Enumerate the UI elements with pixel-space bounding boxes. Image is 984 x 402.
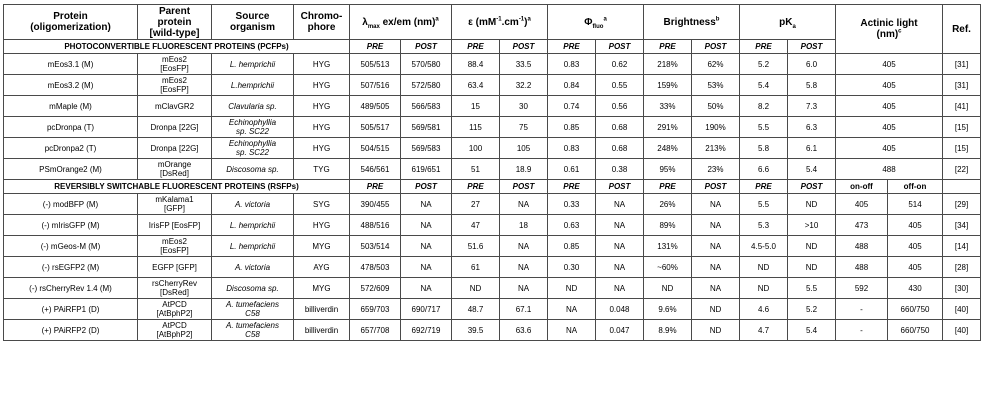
source-organism: Clavularia sp. (212, 96, 294, 117)
value-q-pre: 0.85 (548, 117, 596, 138)
value-l-post: 569/581 (401, 117, 452, 138)
value-l-pre: 572/609 (350, 278, 401, 299)
header-pka: $pK_a$ (740, 5, 836, 40)
value-e-pre: 51 (452, 159, 500, 180)
value-l-pre: 507/516 (350, 75, 401, 96)
value-b-pre: 89% (644, 215, 692, 236)
reference: [34] (943, 215, 981, 236)
protein-name: mMaple (M) (4, 96, 138, 117)
value-e-post: 75 (500, 117, 548, 138)
value-l-post: NA (401, 236, 452, 257)
actinic-light: 405 (836, 138, 943, 159)
value-b-pre: 131% (644, 236, 692, 257)
source-organism: Echinophyllia sp. SC22 (212, 138, 294, 159)
value-l-post: 569/583 (401, 138, 452, 159)
protein-name: (+) PAiRFP1 (D) (4, 299, 138, 320)
section2-header-row (4, 180, 981, 194)
value-k-post: ND (788, 257, 836, 278)
value-l-pre: 505/513 (350, 54, 401, 75)
value-b-post: NA (692, 215, 740, 236)
pre-label: PRE (644, 180, 692, 194)
value-e-pre: 100 (452, 138, 500, 159)
table-row (4, 138, 981, 159)
header-chromophore: Chromo- phore (294, 5, 350, 40)
value-e-post: 63.6 (500, 320, 548, 341)
post-label: POST (692, 40, 740, 54)
source-organism: L.hemprichii (212, 75, 294, 96)
fluorescent-protein-table (3, 4, 981, 341)
table-row (4, 278, 981, 299)
parent-protein: Dronpa [22G] (138, 117, 212, 138)
value-q-post: 0.68 (596, 138, 644, 159)
pre-label: PRE (548, 40, 596, 54)
table-row (4, 194, 981, 215)
post-label: POST (500, 40, 548, 54)
value-e-pre: 27 (452, 194, 500, 215)
protein-name: (-) mGeos-M (M) (4, 236, 138, 257)
parent-protein: mOrange [DsRed] (138, 159, 212, 180)
value-k-post: 5.5 (788, 278, 836, 299)
value-l-post: 619/651 (401, 159, 452, 180)
table-row (4, 117, 981, 138)
protein-name: PSmOrange2 (M) (4, 159, 138, 180)
value-e-pre: 115 (452, 117, 500, 138)
actinic-on-off: - (836, 320, 888, 341)
parent-protein: EGFP [GFP] (138, 257, 212, 278)
pre-label: PRE (548, 180, 596, 194)
value-b-pre: 33% (644, 96, 692, 117)
value-e-post: 67.1 (500, 299, 548, 320)
value-l-post: 570/580 (401, 54, 452, 75)
value-q-post: 0.55 (596, 75, 644, 96)
pcfp-body (4, 54, 981, 180)
value-l-post: NA (401, 194, 452, 215)
parent-protein: Dronpa [22G] (138, 138, 212, 159)
value-k-pre: ND (740, 257, 788, 278)
value-q-post: 0.62 (596, 54, 644, 75)
actinic-off-on: 430 (888, 278, 943, 299)
table-row (4, 75, 981, 96)
value-e-post: 32.2 (500, 75, 548, 96)
value-k-pre: 5.4 (740, 75, 788, 96)
value-b-post: 50% (692, 96, 740, 117)
chromophore: HYG (294, 54, 350, 75)
value-k-pre: 5.3 (740, 215, 788, 236)
value-q-post: 0.048 (596, 299, 644, 320)
table-row (4, 159, 981, 180)
value-l-pre: 657/708 (350, 320, 401, 341)
protein-name: (-) rsEGFP2 (M) (4, 257, 138, 278)
chromophore: AYG (294, 257, 350, 278)
actinic-off-on: 514 (888, 194, 943, 215)
value-b-pre: 26% (644, 194, 692, 215)
table-row (4, 96, 981, 117)
value-q-pre: 0.84 (548, 75, 596, 96)
source-organism: A. tumefaciens C58 (212, 320, 294, 341)
reference: [41] (943, 96, 981, 117)
chromophore: billiverdin (294, 320, 350, 341)
value-b-pre: 159% (644, 75, 692, 96)
value-b-pre: 9.6% (644, 299, 692, 320)
value-b-post: 23% (692, 159, 740, 180)
header-quantum-yield: $\Phi_{fluo}^a$ (548, 5, 644, 40)
header-lambda: $\lambda_{max}$ ex/em (nm)$^a$ (350, 5, 452, 40)
value-e-pre: 15 (452, 96, 500, 117)
value-k-post: 5.4 (788, 320, 836, 341)
parent-protein: rsCherryRev [DsRed] (138, 278, 212, 299)
reference: [28] (943, 257, 981, 278)
protein-name: mEos3.1 (M) (4, 54, 138, 75)
value-b-pre: ND (644, 278, 692, 299)
value-l-post: 690/717 (401, 299, 452, 320)
chromophore: MYG (294, 278, 350, 299)
header-parent: Parent protein [wild-type] (138, 5, 212, 40)
value-e-pre: 51.6 (452, 236, 500, 257)
parent-protein: mEos2 [EosFP] (138, 54, 212, 75)
value-k-pre: 8.2 (740, 96, 788, 117)
protein-name: (-) modBFP (M) (4, 194, 138, 215)
value-l-post: NA (401, 215, 452, 236)
value-k-post: 6.1 (788, 138, 836, 159)
reference: [14] (943, 236, 981, 257)
source-organism: L. hemprichii (212, 54, 294, 75)
rsfp-body (4, 194, 981, 341)
value-k-post: ND (788, 236, 836, 257)
header-row (4, 5, 981, 40)
value-q-post: 0.68 (596, 117, 644, 138)
value-q-pre: 0.85 (548, 236, 596, 257)
actinic-light: 405 (836, 117, 943, 138)
table-row (4, 236, 981, 257)
value-b-post: 62% (692, 54, 740, 75)
reference: [15] (943, 138, 981, 159)
value-b-post: 53% (692, 75, 740, 96)
value-b-pre: ~60% (644, 257, 692, 278)
value-e-post: NA (500, 278, 548, 299)
reference: [15] (943, 117, 981, 138)
actinic-on-off: - (836, 299, 888, 320)
value-q-post: 0.56 (596, 96, 644, 117)
value-q-pre: 0.30 (548, 257, 596, 278)
chromophore: HYG (294, 215, 350, 236)
section-title-pcfp: PHOTOCONVERTIBLE FLUORESCENT PROTEINS (PCFPs) (4, 40, 350, 54)
source-organism: A. tumefaciens C58 (212, 299, 294, 320)
value-l-post: NA (401, 257, 452, 278)
value-b-post: 190% (692, 117, 740, 138)
value-k-post: 6.0 (788, 54, 836, 75)
value-e-post: 18 (500, 215, 548, 236)
source-organism: Discosoma sp. (212, 159, 294, 180)
value-l-pre: 478/503 (350, 257, 401, 278)
table-row (4, 299, 981, 320)
value-l-post: 566/583 (401, 96, 452, 117)
value-l-post: 572/580 (401, 75, 452, 96)
value-k-post: ND (788, 194, 836, 215)
value-b-post: ND (692, 320, 740, 341)
value-q-pre: NA (548, 299, 596, 320)
value-q-post: NA (596, 257, 644, 278)
actinic-on-off: 488 (836, 257, 888, 278)
reference: [40] (943, 320, 981, 341)
value-b-post: 213% (692, 138, 740, 159)
chromophore: SYG (294, 194, 350, 215)
chromophore: TYG (294, 159, 350, 180)
pre-label: PRE (740, 180, 788, 194)
empty-ref-cell (943, 180, 981, 194)
value-b-pre: 95% (644, 159, 692, 180)
value-b-post: NA (692, 278, 740, 299)
value-e-post: NA (500, 257, 548, 278)
off-on-label: off-on (888, 180, 943, 194)
protein-name: pcDronpa2 (T) (4, 138, 138, 159)
reference: [22] (943, 159, 981, 180)
value-b-post: NA (692, 236, 740, 257)
value-l-pre: 489/505 (350, 96, 401, 117)
value-e-pre: 88.4 (452, 54, 500, 75)
reference: [31] (943, 54, 981, 75)
pre-label: PRE (350, 180, 401, 194)
value-k-post: 6.3 (788, 117, 836, 138)
table-row (4, 54, 981, 75)
rsfp-section-header (4, 180, 981, 194)
actinic-on-off: 592 (836, 278, 888, 299)
protein-name: mEos3.2 (M) (4, 75, 138, 96)
parent-protein: AtPCD [AtBphP2] (138, 299, 212, 320)
section-title-rsfp: REVERSIBLY SWITCHABLE FLUORESCENT PROTEINS (RSFPs) (4, 180, 350, 194)
value-e-pre: 48.7 (452, 299, 500, 320)
on-off-label: on-off (836, 180, 888, 194)
protein-name: pcDronpa (T) (4, 117, 138, 138)
value-q-post: NA (596, 236, 644, 257)
table-row (4, 257, 981, 278)
value-e-post: 105 (500, 138, 548, 159)
source-organism: Discosoma sp. (212, 278, 294, 299)
reference: [31] (943, 75, 981, 96)
value-l-pre: 503/514 (350, 236, 401, 257)
parent-protein: mEos2 [EosFP] (138, 75, 212, 96)
value-b-post: NA (692, 257, 740, 278)
value-k-post: 5.2 (788, 299, 836, 320)
value-k-post: 7.3 (788, 96, 836, 117)
value-q-pre: 0.61 (548, 159, 596, 180)
value-k-pre: ND (740, 278, 788, 299)
source-organism: Echinophyllia sp. SC22 (212, 117, 294, 138)
value-q-pre: 0.83 (548, 54, 596, 75)
pre-label: PRE (644, 40, 692, 54)
post-label: POST (401, 40, 452, 54)
post-label: POST (788, 40, 836, 54)
chromophore: HYG (294, 75, 350, 96)
value-e-post: 18.9 (500, 159, 548, 180)
value-k-post: 5.8 (788, 75, 836, 96)
header-ref: Ref. (943, 5, 981, 54)
value-l-pre: 488/516 (350, 215, 401, 236)
value-e-pre: 61 (452, 257, 500, 278)
value-q-post: 0.38 (596, 159, 644, 180)
value-k-pre: 5.5 (740, 117, 788, 138)
table-row (4, 320, 981, 341)
value-k-post: >10 (788, 215, 836, 236)
pre-label: PRE (452, 40, 500, 54)
value-l-pre: 504/515 (350, 138, 401, 159)
actinic-on-off: 473 (836, 215, 888, 236)
value-q-pre: 0.74 (548, 96, 596, 117)
value-e-pre: ND (452, 278, 500, 299)
value-b-pre: 8.9% (644, 320, 692, 341)
value-e-post: NA (500, 194, 548, 215)
value-e-post: NA (500, 236, 548, 257)
actinic-off-on: 405 (888, 215, 943, 236)
value-k-pre: 6.6 (740, 159, 788, 180)
protein-name: (-) rsCherryRev 1.4 (M) (4, 278, 138, 299)
reference: [40] (943, 299, 981, 320)
value-k-pre: 4.6 (740, 299, 788, 320)
value-q-pre: ND (548, 278, 596, 299)
post-label: POST (596, 180, 644, 194)
value-k-pre: 5.2 (740, 54, 788, 75)
reference: [30] (943, 278, 981, 299)
chromophore: HYG (294, 96, 350, 117)
value-b-post: ND (692, 299, 740, 320)
value-e-pre: 47 (452, 215, 500, 236)
source-organism: L. hemprichii (212, 215, 294, 236)
parent-protein: mClavGR2 (138, 96, 212, 117)
post-label: POST (500, 180, 548, 194)
value-e-post: 33.5 (500, 54, 548, 75)
value-e-post: 30 (500, 96, 548, 117)
value-k-pre: 4.7 (740, 320, 788, 341)
header-protein: Protein (oligomerization) (4, 5, 138, 40)
value-b-post: NA (692, 194, 740, 215)
value-k-pre: 4.5-5.0 (740, 236, 788, 257)
source-organism: A. victoria (212, 194, 294, 215)
actinic-light: 405 (836, 54, 943, 75)
value-l-pre: 546/561 (350, 159, 401, 180)
actinic-off-on: 405 (888, 257, 943, 278)
value-k-pre: 5.5 (740, 194, 788, 215)
value-l-pre: 390/455 (350, 194, 401, 215)
value-q-post: NA (596, 194, 644, 215)
value-b-pre: 248% (644, 138, 692, 159)
value-b-pre: 291% (644, 117, 692, 138)
source-organism: A. victoria (212, 257, 294, 278)
value-e-pre: 39.5 (452, 320, 500, 341)
post-label: POST (692, 180, 740, 194)
actinic-off-on: 660/750 (888, 299, 943, 320)
value-k-pre: 5.8 (740, 138, 788, 159)
parent-protein: IrisFP [EosFP] (138, 215, 212, 236)
value-k-post: 5.4 (788, 159, 836, 180)
post-label: POST (401, 180, 452, 194)
value-l-pre: 659/703 (350, 299, 401, 320)
parent-protein: AtPCD [AtBphP2] (138, 320, 212, 341)
chromophore: billiverdin (294, 299, 350, 320)
protein-name: (+) PAiRFP2 (D) (4, 320, 138, 341)
actinic-on-off: 405 (836, 194, 888, 215)
header-source: Source organism (212, 5, 294, 40)
value-q-post: 0.047 (596, 320, 644, 341)
value-q-pre: 0.63 (548, 215, 596, 236)
actinic-on-off: 488 (836, 236, 888, 257)
value-q-post: NA (596, 278, 644, 299)
post-label: POST (788, 180, 836, 194)
pre-label: PRE (740, 40, 788, 54)
chromophore: HYG (294, 117, 350, 138)
chromophore: HYG (294, 138, 350, 159)
header-epsilon: ε $(mM^{-1}.cm^{-1})^a$ (452, 5, 548, 40)
value-l-pre: 505/517 (350, 117, 401, 138)
post-label: POST (596, 40, 644, 54)
value-q-pre: NA (548, 320, 596, 341)
actinic-off-on: 405 (888, 236, 943, 257)
value-e-pre: 63.4 (452, 75, 500, 96)
source-organism: L. hemprichii (212, 236, 294, 257)
section1-header-row (4, 40, 981, 54)
actinic-light: 488 (836, 159, 943, 180)
value-q-post: NA (596, 215, 644, 236)
chromophore: MYG (294, 236, 350, 257)
protein-name: (-) mIrisGFP (M) (4, 215, 138, 236)
value-b-pre: 218% (644, 54, 692, 75)
value-q-pre: 0.83 (548, 138, 596, 159)
value-l-post: 692/719 (401, 320, 452, 341)
header-actinic-light: Actinic light (nm)$^c$ (836, 5, 943, 54)
reference: [29] (943, 194, 981, 215)
actinic-light: 405 (836, 75, 943, 96)
pre-label: PRE (350, 40, 401, 54)
parent-protein: mEos2 [EosFP] (138, 236, 212, 257)
pre-label: PRE (452, 180, 500, 194)
value-q-pre: 0.33 (548, 194, 596, 215)
header-brightness: Brightness$^b$ (644, 5, 740, 40)
parent-protein: mKalama1 [GFP] (138, 194, 212, 215)
value-l-post: NA (401, 278, 452, 299)
actinic-off-on: 660/750 (888, 320, 943, 341)
table-row (4, 215, 981, 236)
actinic-light: 405 (836, 96, 943, 117)
